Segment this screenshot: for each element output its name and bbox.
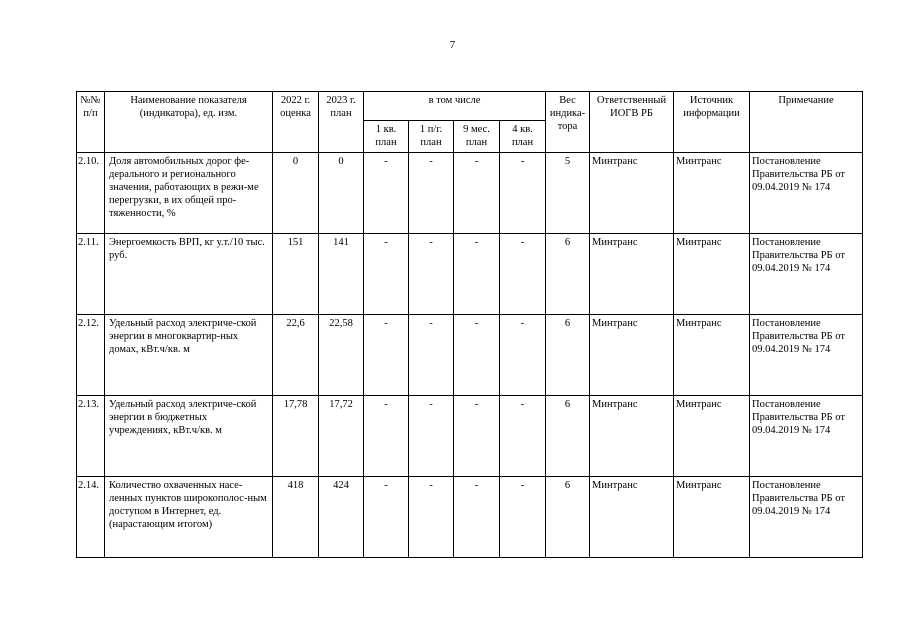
row-q4: - [500,234,546,315]
header-num: №№ п/п [77,92,105,153]
row-responsible: Минтранс [590,477,674,558]
row-9m: - [454,234,500,315]
row-note: Постановление Правительства РБ от 09.04.2019 № 174 [750,315,863,396]
row-9m: - [454,477,500,558]
row-weight: 6 [546,477,590,558]
row-weight: 6 [546,234,590,315]
row-h1: - [409,153,454,234]
row-name: Доля автомобильных дорог фе-дерального и регионального значения, работающих в режи-ме перегрузки, в их общей про-тяженности, % [105,153,273,234]
header-2023: 2023 г. план [319,92,364,153]
row-note: Постановление Правительства РБ от 09.04.2019 № 174 [750,234,863,315]
row-2022: 418 [273,477,319,558]
row-9m: - [454,396,500,477]
row-name: Энергоемкость ВРП, кг у.т./10 тыс. руб. [105,234,273,315]
row-responsible: Минтранс [590,153,674,234]
row-9m: - [454,315,500,396]
row-q4: - [500,153,546,234]
header-name: Наименование показателя (индикатора), ед. изм. [105,92,273,153]
row-note: Постановление Правительства РБ от 09.04.2019 № 174 [750,477,863,558]
row-2023: 424 [319,477,364,558]
row-q1: - [364,477,409,558]
row-num: 2.10. [77,153,105,234]
row-2023: 0 [319,153,364,234]
row-num: 2.14. [77,477,105,558]
page-number: 7 [449,39,456,51]
row-q4: - [500,315,546,396]
row-note: Постановление Правительства РБ от 09.04.2019 № 174 [750,396,863,477]
row-2022: 17,78 [273,396,319,477]
row-name: Количество охваченных насе-ленных пунктов широкополос-ным доступом в Интернет, ед. (нарастающим итогом) [105,477,273,558]
row-h1: - [409,315,454,396]
row-responsible: Минтранс [590,396,674,477]
row-weight: 6 [546,315,590,396]
row-h1: - [409,396,454,477]
row-responsible: Минтранс [590,315,674,396]
table-row [77,396,863,477]
row-weight: 6 [546,396,590,477]
row-2022: 22,6 [273,315,319,396]
header-including: в том числе [364,92,546,121]
row-q1: - [364,315,409,396]
row-name: Удельный расход электриче-ской энергии в бюджетных учреждениях, кВт.ч/кв. м [105,396,273,477]
row-q1: - [364,153,409,234]
header-q1: 1 кв. план [364,121,409,153]
indicators-table [76,91,863,558]
row-9m: - [454,153,500,234]
header-2022: 2022 г. оценка [273,92,319,153]
row-source: Минтранс [674,396,750,477]
row-source: Минтранс [674,153,750,234]
row-q1: - [364,396,409,477]
row-source: Минтранс [674,477,750,558]
header-h1: 1 п/г. план [409,121,454,153]
row-num: 2.11. [77,234,105,315]
row-q4: - [500,396,546,477]
row-2023: 22,58 [319,315,364,396]
row-2023: 141 [319,234,364,315]
row-q1: - [364,234,409,315]
row-num: 2.13. [77,396,105,477]
row-num: 2.12. [77,315,105,396]
row-2022: 0 [273,153,319,234]
table-row [77,153,863,234]
table-row [77,234,863,315]
row-source: Минтранс [674,315,750,396]
row-name: Удельный расход электриче-ской энергии в многоквартир-ных домах, кВт.ч/кв. м [105,315,273,396]
row-h1: - [409,477,454,558]
header-q4: 4 кв. план [500,121,546,153]
header-9m: 9 мес. план [454,121,500,153]
row-weight: 5 [546,153,590,234]
row-2023: 17,72 [319,396,364,477]
header-source: Источник информации [674,92,750,153]
row-note: Постановление Правительства РБ от 09.04.2019 № 174 [750,153,863,234]
row-responsible: Минтранс [590,234,674,315]
header-row [77,92,863,121]
row-2022: 151 [273,234,319,315]
row-q4: - [500,477,546,558]
header-responsible: Ответственный ИОГВ РБ [590,92,674,153]
header-note: Примечание [750,92,863,153]
table-row [77,315,863,396]
row-source: Минтранс [674,234,750,315]
header-weight: Вес индика-тора [546,92,590,153]
table-row [77,477,863,558]
row-h1: - [409,234,454,315]
